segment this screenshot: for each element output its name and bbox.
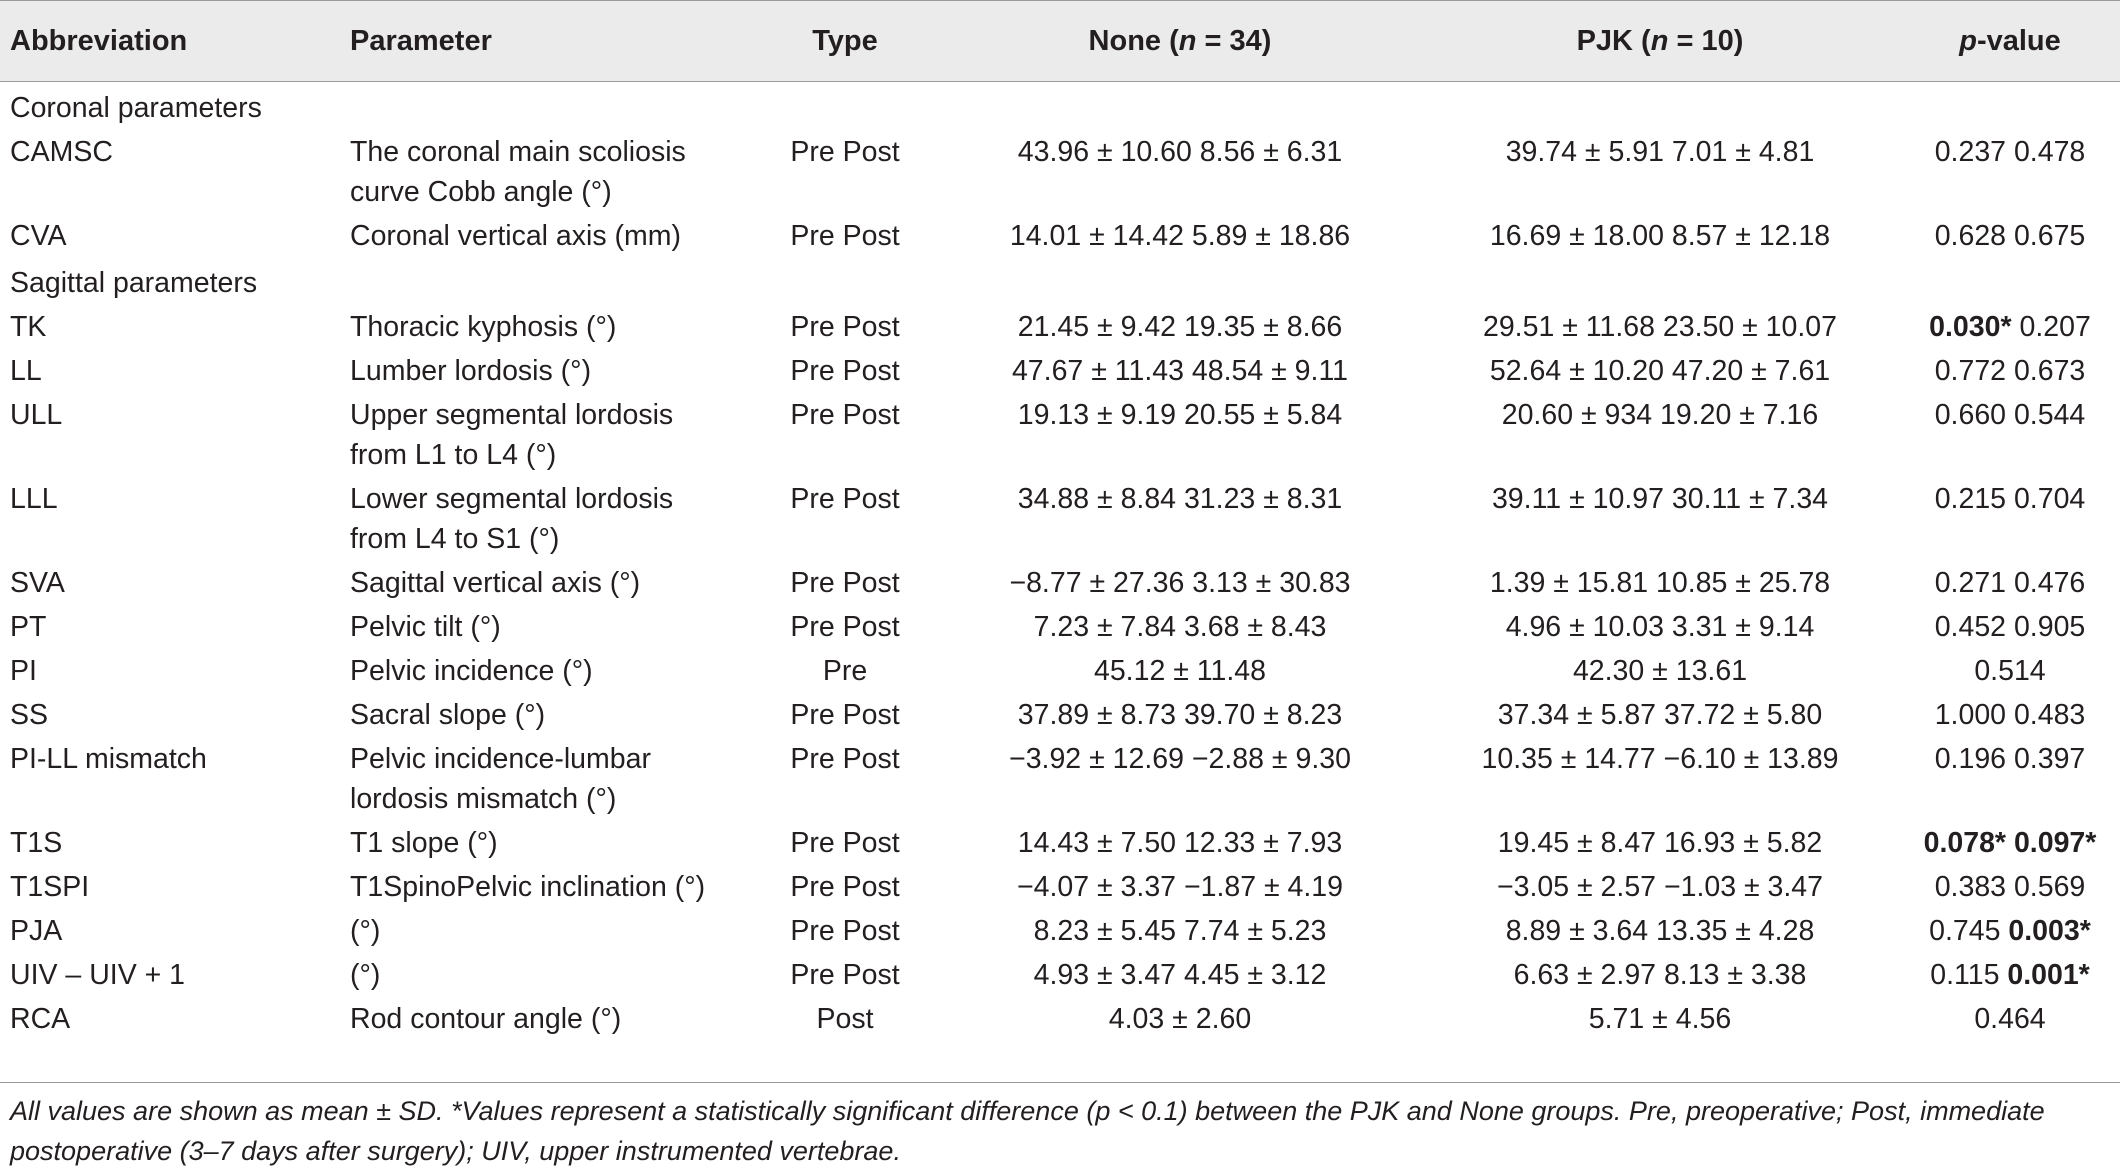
cell-parameter [350, 304, 750, 348]
table-footnote [0, 1082, 2120, 1171]
cell-p-value [1900, 952, 2120, 996]
cell-abbreviation: CVA [10, 220, 67, 252]
p-value: 0.476 [2013, 567, 2086, 599]
cell-pjk: 29.51 ± 11.68 23.50 ± 10.07 [1482, 311, 1838, 343]
p-value: 0.673 [2013, 355, 2086, 387]
cell-abbreviation: LL [10, 355, 42, 387]
table-row [0, 604, 2120, 648]
cell-none: −8.77 ± 27.36 3.13 ± 30.83 [1009, 567, 1351, 599]
p-value: 0.745 [1929, 915, 2001, 947]
section-title: Coronal parameters [10, 92, 262, 124]
cell-abbreviation: PI-LL mismatch [10, 743, 207, 775]
cell-abbreviation: RCA [10, 1003, 71, 1035]
table-row [0, 648, 2120, 692]
table-row [0, 996, 2120, 1045]
parameter-line: Pelvic incidence (°) [350, 655, 593, 687]
cell-type: Pre Post [790, 959, 900, 991]
cell-pjk: −3.05 ± 2.57 −1.03 ± 3.47 [1496, 871, 1824, 903]
p-value: 0.237 [1934, 136, 2007, 168]
cell-none: −4.07 ± 3.37 −1.87 ± 4.19 [1016, 871, 1344, 903]
header-none: None (n = 34) [940, 1, 1420, 82]
cell-parameter [350, 908, 750, 952]
cell-p-value [1900, 996, 2120, 1045]
p-value: 0.196 [1934, 743, 2007, 775]
cell-none: 45.12 ± 11.48 [1093, 655, 1266, 687]
parameter-line: T1SpinoPelvic inclination (°) [350, 871, 706, 903]
cell-parameter [350, 560, 750, 604]
table-row [0, 348, 2120, 392]
parameter-line: Upper segmental lordosis [350, 399, 674, 431]
cell-type: Pre Post [790, 355, 900, 387]
table-row [0, 560, 2120, 604]
cell-abbreviation: PJA [10, 915, 63, 947]
p-value: 0.271 [1934, 567, 2007, 599]
table-row [0, 129, 2120, 213]
cell-pjk: 5.71 ± 4.56 [1588, 1003, 1732, 1035]
cell-parameter [350, 129, 750, 213]
cell-none: 4.03 ± 2.60 [1108, 1003, 1252, 1035]
cell-none: 43.96 ± 10.60 8.56 ± 6.31 [1017, 136, 1343, 168]
p-value: 0.544 [2013, 399, 2086, 431]
cell-parameter [350, 952, 750, 996]
parameter-line: Pelvic incidence-lumbar [350, 743, 651, 775]
cell-abbreviation: PI [10, 655, 37, 687]
p-value: 1.000 [1934, 699, 2007, 731]
table-row [0, 736, 2120, 820]
table-row [0, 952, 2120, 996]
section-title: Sagittal parameters [10, 267, 258, 299]
section-row [0, 82, 2120, 130]
p-value: 0.003* [2008, 915, 2091, 947]
cell-abbreviation: LLL [10, 483, 58, 515]
cell-p-value [1900, 476, 2120, 560]
cell-type: Pre Post [790, 611, 900, 643]
parameter-line: (°) [350, 959, 381, 991]
p-value: 0.905 [2013, 611, 2086, 643]
cell-parameter [350, 648, 750, 692]
cell-p-value [1900, 392, 2120, 476]
cell-p-value [1900, 129, 2120, 213]
cell-type: Pre Post [790, 743, 900, 775]
cell-parameter [350, 736, 750, 820]
parameter-line: Pelvic tilt (°) [350, 611, 501, 643]
parameter-line: Rod contour angle (°) [350, 1003, 622, 1035]
p-value: 0.675 [2013, 220, 2086, 252]
cell-p-value [1900, 348, 2120, 392]
cell-none: 37.89 ± 8.73 39.70 ± 8.23 [1017, 699, 1343, 731]
p-value: 0.030* [1929, 311, 2012, 343]
header-type: Type [750, 1, 940, 82]
p-value: 0.207 [2019, 311, 2091, 343]
cell-type: Pre [822, 655, 868, 687]
parameter-line: from L1 to L4 (°) [350, 439, 557, 471]
p-value: 0.478 [2013, 136, 2086, 168]
p-value: 0.514 [1974, 655, 2046, 687]
cell-parameter [350, 476, 750, 560]
cell-pjk: 37.34 ± 5.87 37.72 ± 5.80 [1497, 699, 1823, 731]
cell-p-value [1900, 820, 2120, 864]
cell-parameter [350, 392, 750, 476]
cell-pjk: 39.11 ± 10.97 30.11 ± 7.34 [1491, 483, 1829, 515]
cell-type: Pre Post [790, 699, 900, 731]
table-row [0, 476, 2120, 560]
parameter-line: curve Cobb angle (°) [350, 176, 612, 208]
cell-type: Pre Post [790, 220, 900, 252]
footnote-line: postoperative (3–7 days after surgery); UIV, upper instrumented vertebrae. [10, 1136, 901, 1166]
cell-type: Post [816, 1003, 874, 1035]
cell-type: Pre Post [790, 827, 900, 859]
footnote-line: All values are shown as mean ± SD. *Values represent a statistically significant difference (p < 0.1) between the PJK and None groups. Pre, preoperative; Post, immediate [10, 1096, 2045, 1126]
cell-none: 14.01 ± 14.42 5.89 ± 18.86 [1009, 220, 1351, 252]
cell-p-value [1900, 604, 2120, 648]
p-value: 0.383 [1934, 871, 2007, 903]
table-row [0, 304, 2120, 348]
cell-type: Pre Post [790, 483, 900, 515]
cell-p-value [1900, 213, 2120, 257]
cell-parameter [350, 213, 750, 257]
cell-none: 19.13 ± 9.19 20.55 ± 5.84 [1017, 399, 1343, 431]
cell-type: Pre Post [790, 311, 900, 343]
parameter-line: Coronal vertical axis (mm) [350, 220, 681, 252]
parameter-line: lordosis mismatch (°) [350, 783, 617, 815]
cell-p-value [1900, 304, 2120, 348]
cell-type: Pre Post [790, 915, 900, 947]
cell-parameter [350, 996, 750, 1045]
cell-pjk: 20.60 ± 934 19.20 ± 7.16 [1501, 399, 1819, 431]
p-value: 0.704 [2013, 483, 2086, 515]
cell-p-value [1900, 736, 2120, 820]
parameter-line: Lower segmental lordosis [350, 483, 674, 515]
cell-p-value [1900, 908, 2120, 952]
cell-none: 21.45 ± 9.42 19.35 ± 8.66 [1017, 311, 1343, 343]
cell-abbreviation: T1S [10, 827, 63, 859]
header-row [0, 1, 2120, 82]
cell-pjk: 52.64 ± 10.20 47.20 ± 7.61 [1489, 355, 1831, 387]
cell-pjk: 10.35 ± 14.77 −6.10 ± 13.89 [1481, 743, 1839, 775]
p-value: 0.215 [1934, 483, 2007, 515]
parameter-line: Thoracic kyphosis (°) [350, 311, 617, 343]
cell-pjk: 6.63 ± 2.97 8.13 ± 3.38 [1513, 959, 1807, 991]
cell-abbreviation: SVA [10, 567, 65, 599]
cell-parameter [350, 604, 750, 648]
cell-p-value [1900, 560, 2120, 604]
cell-pjk: 1.39 ± 15.81 10.85 ± 25.78 [1489, 567, 1831, 599]
table-row [0, 908, 2120, 952]
p-value: 0.001* [2007, 959, 2090, 991]
cell-abbreviation: SS [10, 699, 49, 731]
table-body [0, 82, 2120, 1046]
table-row [0, 820, 2120, 864]
p-value: 0.464 [1974, 1003, 2046, 1035]
cell-none: −3.92 ± 12.69 −2.88 ± 9.30 [1009, 743, 1351, 775]
parameter-line: from L4 to S1 (°) [350, 523, 560, 555]
p-value: 0.452 [1934, 611, 2007, 643]
cell-pjk: 8.89 ± 3.64 13.35 ± 4.28 [1505, 915, 1815, 947]
cell-abbreviation: PT [10, 611, 47, 643]
cell-abbreviation: ULL [10, 399, 63, 431]
cell-none: 14.43 ± 7.50 12.33 ± 7.93 [1017, 827, 1343, 859]
header-abbreviation: Abbreviation [0, 1, 350, 82]
cell-none: 47.67 ± 11.43 48.54 ± 9.11 [1011, 355, 1349, 387]
section-row [0, 257, 2120, 304]
cell-pjk: 19.45 ± 8.47 16.93 ± 5.82 [1497, 827, 1823, 859]
p-value: 0.772 [1934, 355, 2007, 387]
table-row [0, 692, 2120, 736]
cell-pjk: 16.69 ± 18.00 8.57 ± 12.18 [1489, 220, 1831, 252]
p-value: 0.483 [2013, 699, 2086, 731]
cell-abbreviation: TK [10, 311, 47, 343]
parameter-line: Lumber lordosis (°) [350, 355, 592, 387]
parameter-line: (°) [350, 915, 381, 947]
p-value: 0.097* [2013, 827, 2097, 859]
cell-p-value [1900, 692, 2120, 736]
cell-pjk: 4.96 ± 10.03 3.31 ± 9.14 [1505, 611, 1815, 643]
cell-p-value [1900, 648, 2120, 692]
parameter-line: Sagittal vertical axis (°) [350, 567, 641, 599]
cell-parameter [350, 348, 750, 392]
header-parameter: Parameter [350, 1, 750, 82]
header-pjk: PJK (n = 10) [1420, 1, 1900, 82]
cell-abbreviation: T1SPI [10, 871, 90, 903]
p-value: 0.397 [2013, 743, 2086, 775]
cell-abbreviation: UIV – UIV + 1 [10, 959, 186, 991]
p-value: 0.078* [1923, 827, 2007, 859]
cell-parameter [350, 864, 750, 908]
table-row [0, 392, 2120, 476]
parameter-line: The coronal main scoliosis [350, 136, 686, 168]
cell-type: Pre Post [790, 567, 900, 599]
p-value: 0.115 [1930, 959, 2000, 991]
cell-none: 8.23 ± 5.45 7.74 ± 5.23 [1033, 915, 1327, 947]
cell-parameter [350, 820, 750, 864]
p-value: 0.660 [1934, 399, 2007, 431]
cell-pjk: 39.74 ± 5.91 7.01 ± 4.81 [1505, 136, 1815, 168]
cell-none: 4.93 ± 3.47 4.45 ± 3.12 [1033, 959, 1327, 991]
cell-none: 34.88 ± 8.84 31.23 ± 8.31 [1017, 483, 1343, 515]
cell-type: Pre Post [790, 399, 900, 431]
cell-type: Pre Post [790, 871, 900, 903]
cell-p-value [1900, 864, 2120, 908]
cell-none: 7.23 ± 7.84 3.68 ± 8.43 [1033, 611, 1327, 643]
parameter-line: T1 slope (°) [350, 827, 498, 859]
cell-pjk: 42.30 ± 13.61 [1572, 655, 1748, 687]
cell-abbreviation: CAMSC [10, 136, 113, 168]
cell-parameter [350, 692, 750, 736]
parameter-line: Sacral slope (°) [350, 699, 546, 731]
table-row [0, 864, 2120, 908]
p-value: 0.569 [2013, 871, 2086, 903]
table-row [0, 213, 2120, 257]
cell-type: Pre Post [790, 136, 900, 168]
p-value: 0.628 [1934, 220, 2007, 252]
header-p-value: p-value [1900, 1, 2120, 82]
